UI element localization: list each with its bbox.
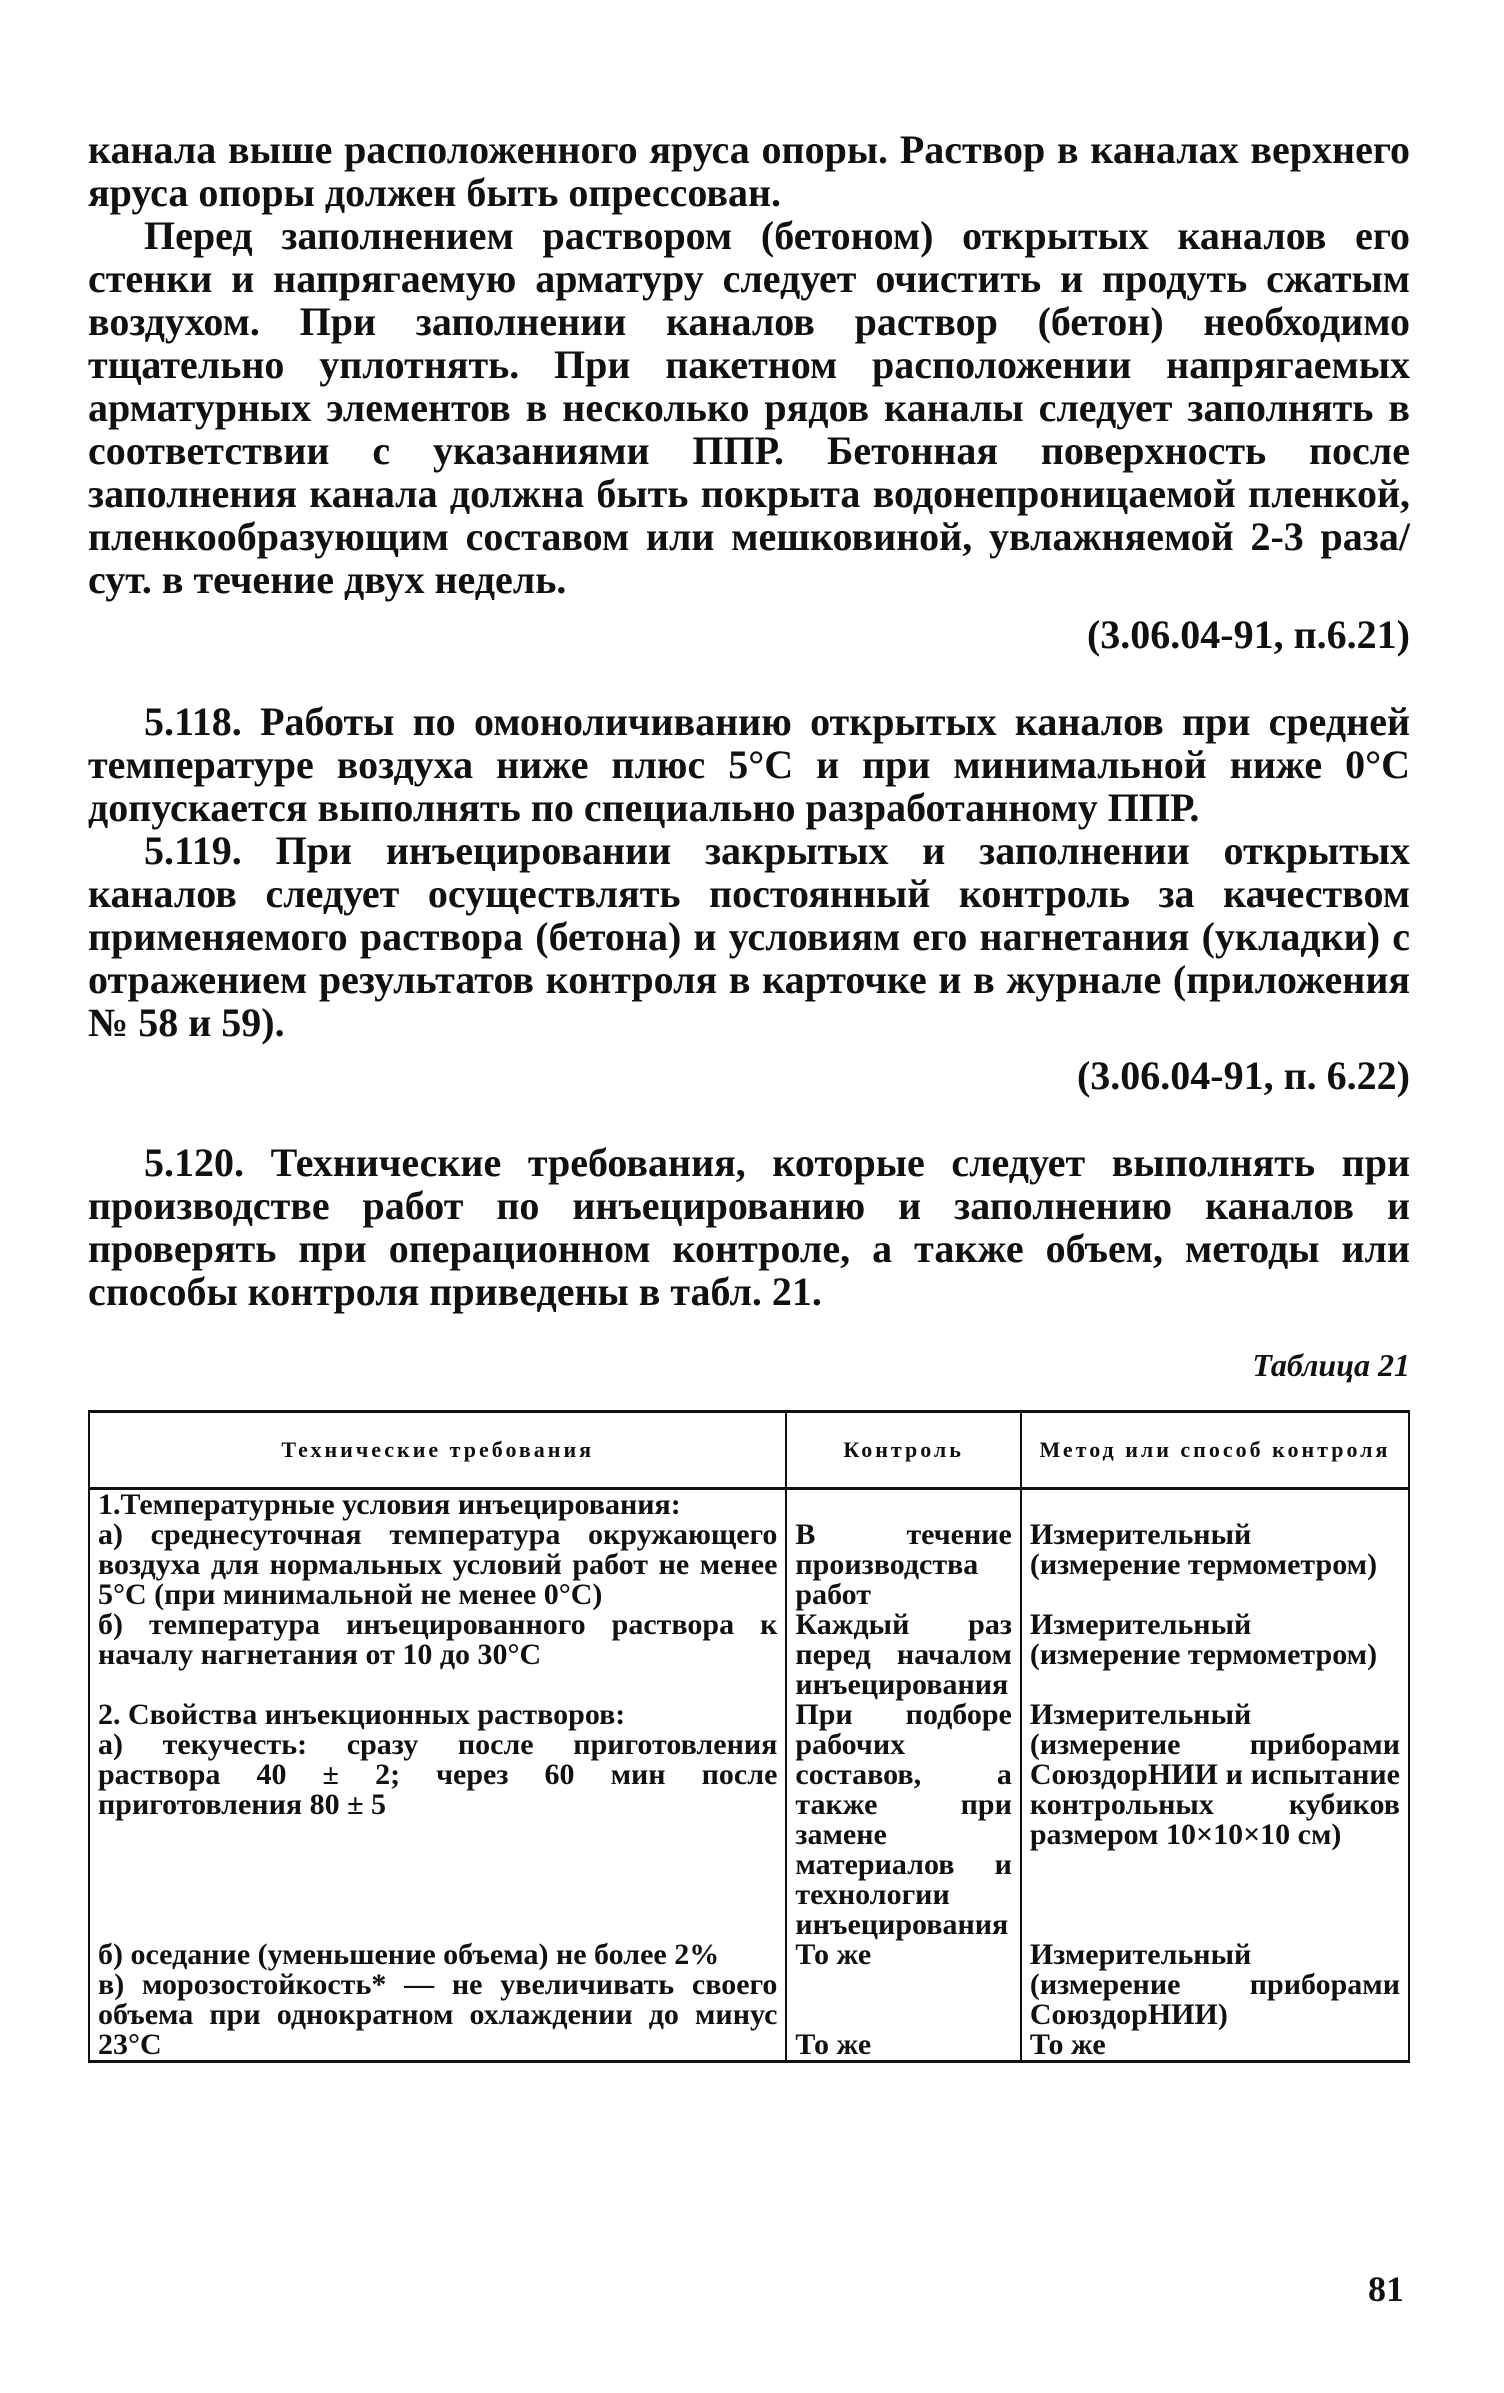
cell-method xyxy=(1021,1940,1409,2062)
header-requirements: Технические требования xyxy=(89,1412,786,1489)
control-text: В течение производства работ xyxy=(795,1518,1012,1611)
paragraph-5-120: 5.120. Технические требования, которые следует выполнять при производстве работ по инъецированию и заполнению каналов и проверять при операционном контроле, а также объем, методы или способы контроля приведены в табл. 21. xyxy=(88,1140,1410,1314)
header-method: Метод или способ контроля xyxy=(1021,1412,1409,1489)
paragraph-continuation: канала выше расположенного яруса опоры. Раствор в каналах верхнего яруса опоры должен быть опрессован. xyxy=(88,127,1410,215)
table-caption: Таблица 21 xyxy=(1252,1347,1410,1383)
cell-control xyxy=(786,1940,1020,2062)
requirement-item: б) температура инъецированного раствора к началу нагнетания от 10 до 30°С xyxy=(98,1608,778,1671)
method-text: Измерительный (измерение приборами СоюздорНИИ и испытание контрольных кубиков размером 10×10×10 см) xyxy=(1029,1698,1400,1851)
table-row xyxy=(89,1940,1409,2062)
method-text: Измерительный (измерение термометром) xyxy=(1029,1608,1378,1671)
cell-control xyxy=(786,1610,1020,1700)
control-text: То же xyxy=(795,2028,872,2061)
reference-6-21: (3.06.04-91, п.6.21) xyxy=(1086,612,1410,657)
method-text: То же xyxy=(1029,2028,1106,2061)
cell-spacer xyxy=(795,2000,1011,2030)
cell-method xyxy=(1021,1700,1409,1940)
requirement-item: а) текучесть: сразу после приготовления раствора 40 ± 2; через 60 мин после приготовления 80 ± 5 xyxy=(98,1728,778,1821)
paragraph-5-119: 5.119. При инъецировании закрытых и заполнении открытых каналов следует осуществлять постоянный контроль за качеством применяемого раствора (бетона) и условиям его нагнетания (укладки) с отражением результатов контроля в карточке и в журнале (приложения № 58 и 59). xyxy=(88,828,1410,1045)
cell-requirement xyxy=(89,1610,786,1700)
cell-requirement xyxy=(89,1489,786,1611)
method-text: Измерительный (измерение термометром) xyxy=(1029,1518,1378,1581)
table-row xyxy=(89,1700,1409,1940)
control-text: При подборе рабочих составов, а также при замене материалов и технологии инъецирования xyxy=(795,1698,1012,1941)
cell-requirement xyxy=(89,1700,786,1940)
paragraph-5-118: 5.118. Работы по омоноличиванию открытых каналов при средней температуре воздуха ниже плюс 5°С и при минимальной ниже 0°С допускается выполнять по специально разработанному ППР. xyxy=(88,699,1410,830)
requirement-item: б) оседание (уменьшение объема) не более 2% xyxy=(98,1938,720,1971)
cell-spacer xyxy=(1030,1490,1400,1520)
requirement-title: 1.Температурные условия инъецирования: xyxy=(98,1488,681,1521)
cell-spacer xyxy=(795,1970,1011,2000)
cell-control xyxy=(786,1700,1020,1940)
table-row xyxy=(89,1489,1409,1611)
cell-control xyxy=(786,1489,1020,1611)
paragraph-channel-filling: Перед заполнением раствором (бетоном) открытых каналов его стенки и напрягаемую арматуру следует очистить и продуть сжатым воздухом. При заполнении каналов раствор (бетон) необходимо тщательно уплотнять. При пакетном расположении напрягаемых арматурных элементов в несколько рядов каналы следует заполнять в соответствии с указаниями ППР. Бетонная поверхность после заполнения канала должна быть покрыта водонепроницаемой пленкой, пленкообразующим составом или мешковиной, увлажняемой 2-3 раза/сут. в течение двух недель. xyxy=(88,213,1410,602)
header-control: Контроль xyxy=(786,1412,1020,1489)
requirement-item: в) морозостойкость* — не увеличивать своего объема при однократном охлаждении до минус 23°С xyxy=(98,1968,778,2061)
table-row xyxy=(89,1610,1409,1700)
control-text: То же xyxy=(795,1938,872,1971)
page-number: 81 xyxy=(1368,2269,1404,2309)
requirement-title: 2. Свойства инъекционных растворов: xyxy=(98,1698,626,1731)
method-text: Измерительный (измерение приборами СоюздорНИИ) xyxy=(1029,1938,1400,2031)
requirements-table xyxy=(88,1410,1410,2063)
requirement-item: а) среднесуточная температура окружающего воздуха для нормальных условий работ не менее 5°С (при минимальной не менее 0°С) xyxy=(98,1518,778,1611)
control-text: Каждый раз перед началом инъецирования xyxy=(795,1608,1012,1701)
cell-spacer xyxy=(795,1490,1011,1520)
document-page xyxy=(88,128,1410,2063)
cell-method xyxy=(1021,1489,1409,1611)
cell-method xyxy=(1021,1610,1409,1700)
table-header-row xyxy=(89,1412,1409,1489)
reference-6-22: (3.06.04-91, п. 6.22) xyxy=(1076,1053,1410,1098)
cell-requirement xyxy=(89,1940,786,2062)
